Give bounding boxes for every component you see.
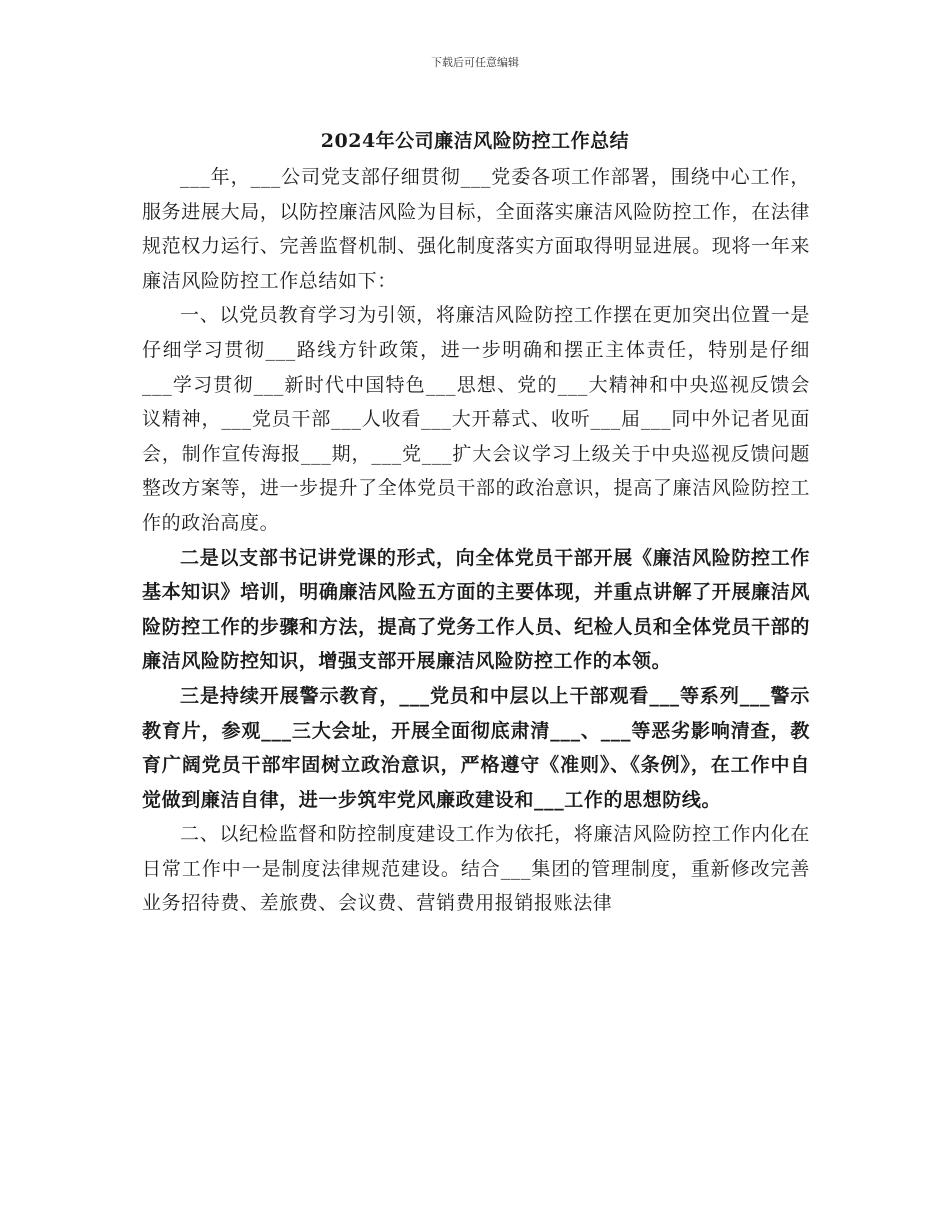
header-note: 下载后可任意编辑 xyxy=(431,56,519,69)
paragraph-point-2: 二是以支部书记讲党课的形式，向全体党员干部开展《廉洁风险防控工作基本知识》培训，明确廉洁风险五方面的主要体现，并重点讲解了开展廉洁风险防控工作的步骤和方法，提高了党务工作人员、纪检人员和全体党员干部的廉洁风险防控知识，增强支部开展廉洁风险防控工作的本领。 xyxy=(142,546,810,673)
paragraph-point-3: 三是持续开展警示教育，___党员和中层以上干部观看___等系列___警示教育片，参观___三大会址，开展全面彻底肃清___、___等恶劣影响清查，教育广阔党员干部牢固树立政治意识，严格遵守《准则》、《条例》，在工作中自觉做到廉洁自律，进一步筑牢党风廉政建设和___工作的思想防线。 xyxy=(142,684,810,811)
document-body xyxy=(142,160,810,921)
paragraph-section-2: 二、以纪检监督和防控制度建设工作为依托，将廉洁风险防控工作内化在日常工作中一是制度法律规范建设。结合___集团的管理制度，重新修改完善业务招待费、差旅费、会议费、营销费用报销报账法律 xyxy=(142,823,810,915)
page-title: 2024年公司廉洁风险防控工作总结 xyxy=(320,130,630,152)
paragraph-intro: ___年，___公司党支部仔细贯彻___党委各项工作部署，围绕中心工作，服务进展大局，以防控廉洁风险为目标，全面落实廉洁风险防控工作，在法律规范权力运行、完善监督机制、强化制度落实方面取得明显进展。现将一年来廉洁风险防控工作总结如下： xyxy=(142,166,810,292)
paragraph-section-1: 一、以党员教育学习为引领，将廉洁风险防控工作摆在更加突出位置一是仔细学习贯彻___路线方针政策，进一步明确和摆正主体责任，特别是仔细___学习贯彻___新时代中国特色___思想、党的___大精神和中央巡视反馈会议精神，___党员干部___人收看___大开幕式、收听___届___同中外记者见面会，制作宣传海报___期，___党___扩大会议学习上级关于中央巡视反馈问题整改方案等，进一步提升了全体党员干部的政治意识，提高了廉洁风险防控工作的政治高度。 xyxy=(142,304,810,534)
